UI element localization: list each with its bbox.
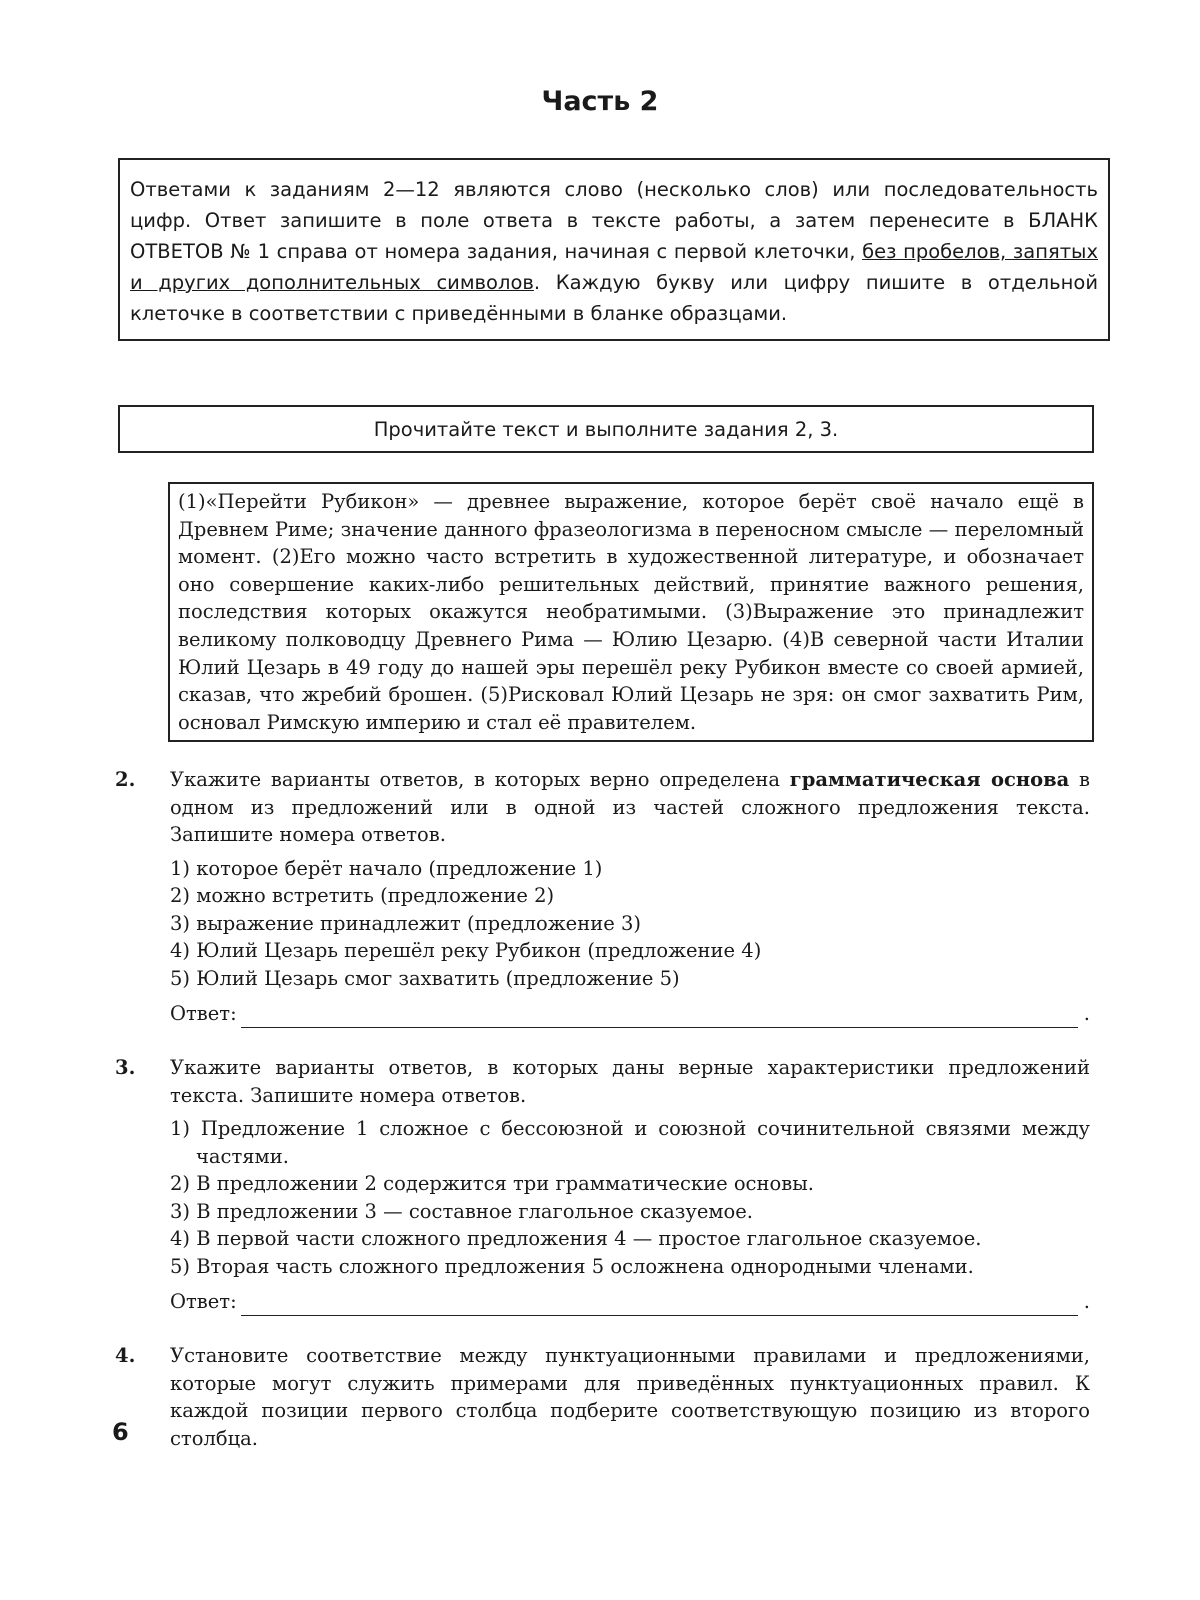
task-text-part: Укажите варианты ответов, в которых верно определена — [170, 768, 790, 791]
option-item: 5) Вторая часть сложного предложения 5 осложнена однородными членами. — [170, 1254, 974, 1278]
instructions-underlined: без пробелов, запятых и других дополнительных символов — [130, 240, 1098, 294]
task-number: 3. — [115, 1056, 136, 1079]
answer-label: Ответ: — [170, 1002, 237, 1025]
instructions-box — [118, 158, 1110, 341]
option-item: 3) выражение принадлежит (предложение 3) — [170, 911, 641, 935]
task-2 — [115, 766, 1090, 1028]
answer-period: . — [1083, 1290, 1090, 1313]
task-text — [170, 766, 1090, 849]
option-item: 4) В первой части сложного предложения 4 — простое глагольное сказуемое. — [170, 1227, 982, 1250]
instructions-text-2: . Каждую букву или цифру пишите в отдельной клеточке в соответствии с приведёнными в бланке образцами. — [130, 271, 1098, 325]
read-prompt-box — [118, 405, 1094, 453]
page-title: Часть 2 — [541, 86, 659, 117]
task-text-bold: грамматическая основа — [789, 768, 1070, 791]
answer-label: Ответ: — [170, 1290, 237, 1313]
task-text: Установите соответствие между пунктуационными правилами и предложениями, которые могут служить примерами для приведённых пунктуационных правил. К каждой позиции первого столбца подберите соответствующую позицию из второго столбца. — [170, 1344, 1090, 1450]
option-item: 1) которое берёт начало (предложение 1) — [170, 856, 603, 880]
task-3 — [115, 1054, 1090, 1316]
answer-field[interactable] — [241, 1005, 1078, 1028]
task-number: 2. — [115, 768, 136, 791]
answer-period: . — [1083, 1002, 1090, 1025]
answer-row — [170, 1288, 1090, 1316]
instructions-text-1: Ответами к заданиям 2—12 являются слово (несколько слов) или последовательность цифр. Ответ запишите в поле ответа в тексте работы, а затем перенесите в БЛАНК ОТВЕТОВ № 1 справа от номера задания, начиная с первой клеточки, — [130, 178, 1098, 263]
task-text-part: в одном из предложений или в одной из частей сложного предложения текста. Запишите номера ответов. — [170, 768, 1090, 846]
options-list — [170, 1115, 1090, 1280]
source-text-box — [168, 482, 1094, 742]
task-text: Укажите варианты ответов, в которых даны верные характеристики предложений текста. Запишите номера ответов. — [170, 1056, 1090, 1107]
option-item: 4) Юлий Цезарь перешёл реку Рубикон (предложение 4) — [170, 939, 762, 962]
page-number: 6 — [112, 1418, 129, 1446]
answer-row — [170, 1000, 1090, 1028]
answer-field[interactable] — [241, 1293, 1078, 1316]
source-text: (1)«Перейти Рубикон» — древнее выражение, которое берёт своё начало ещё в Древнем Риме; значение данного фразеологизма в переносном смысле — переломный момент. (2)Его можно часто встретить в художественной литературе, и обозначает оно совершение каких-либо решительных действий, принятие важного решения, последствия которых окажутся необратимыми. (3)Выражение это принадлежит великому полководцу Древнего Рима — Юлию Цезарю. (4)В северной части Италии Юлий Цезарь в 49 году до нашей эры перешёл реку Рубикон вместе со своей армией, сказав, что жребий брошен. (5)Рисковал Юлий Цезарь не зря: он смог захватить Рим, основал Римскую империю и стал её правителем. — [178, 490, 1084, 734]
option-item: 5) Юлий Цезарь смог захватить (предложение 5) — [170, 966, 680, 990]
option-item: 3) В предложении 3 — составное глагольное сказуемое. — [170, 1199, 754, 1223]
option-item: 2) можно встретить (предложение 2) — [170, 884, 555, 907]
task-4 — [115, 1342, 1090, 1452]
task-number: 4. — [115, 1344, 136, 1367]
read-prompt: Прочитайте текст и выполните задания 2, 3. — [373, 417, 839, 441]
options-list — [170, 855, 1090, 993]
option-item: 1) Предложение 1 сложное с бессоюзной и союзной сочинительной связями между частями. — [170, 1117, 1090, 1168]
option-item: 2) В предложении 2 содержится три грамматические основы. — [170, 1172, 814, 1195]
